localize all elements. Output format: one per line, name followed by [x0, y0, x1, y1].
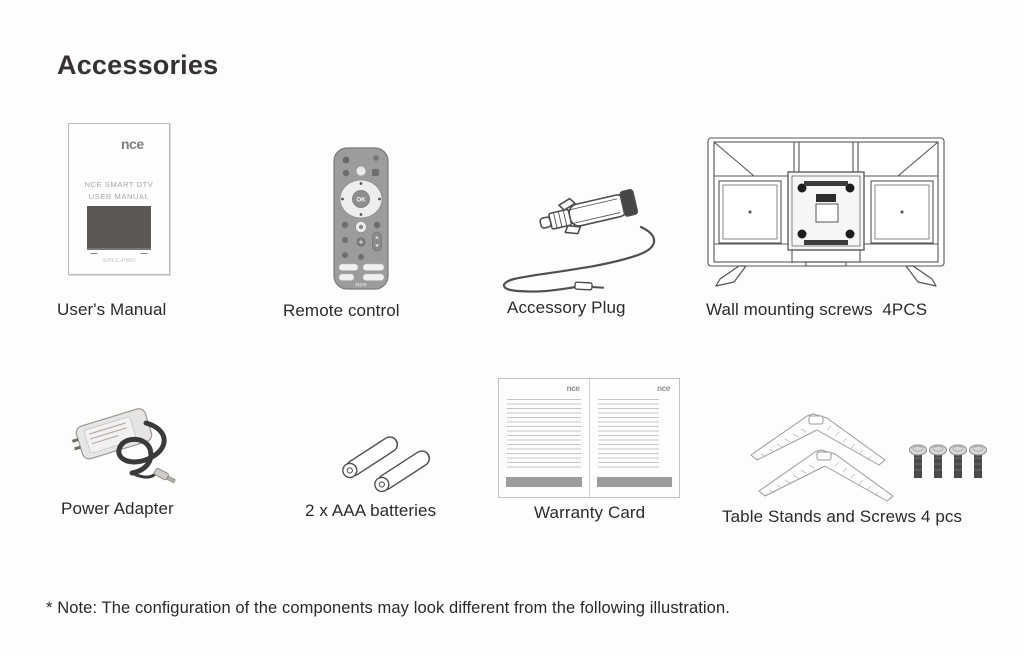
- nce-logo: nce: [121, 136, 144, 152]
- aaa-batteries-label: 2 x AAA batteries: [305, 501, 437, 520]
- remote-control-label: Remote control: [283, 301, 400, 320]
- note: * Note: The configuration of the components may look different from the following illustration.: [46, 599, 730, 617]
- power-icon: [343, 157, 350, 164]
- screw: [910, 445, 927, 478]
- warranty-card-illustration: [498, 378, 680, 498]
- tv-back-illustration: [706, 136, 946, 291]
- stand-screws-illustration: [908, 442, 992, 484]
- app-button: [339, 274, 354, 281]
- users-manual-illustration: [68, 123, 170, 275]
- vesa-screw-hole: [798, 230, 807, 239]
- manual-cover-title-line1: NCE SMART DTV: [84, 180, 154, 189]
- power-adapter-label: Power Adapter: [61, 499, 174, 518]
- warranty-page-left: [499, 379, 590, 497]
- app-button: [363, 274, 384, 281]
- tv-picture: [87, 206, 151, 250]
- svg-text:OK: OK: [356, 197, 366, 204]
- remote-control-illustration: [330, 146, 392, 291]
- vesa-screw-hole: [846, 230, 855, 239]
- table-stands-illustration: [745, 408, 895, 503]
- volume-rocker: [373, 232, 382, 251]
- app-button: [363, 264, 384, 271]
- tv-foot: [716, 266, 746, 286]
- remote-nce-logo: nce: [355, 281, 367, 289]
- power-adapter-illustration: [70, 385, 190, 490]
- users-manual-label: User's Manual: [57, 300, 167, 319]
- warranty-text-lines: [598, 399, 660, 469]
- tv-foot: [906, 266, 936, 286]
- av-connector: [816, 194, 836, 202]
- warranty-gray-bar: [597, 477, 673, 487]
- manual-cover-model: 32N-C-P800: [102, 258, 136, 264]
- table-stands-label: Table Stands and Screws 4 pcs: [722, 507, 963, 526]
- nce-logo: nce: [657, 384, 670, 393]
- warranty-gray-bar: [506, 477, 582, 487]
- warranty-card-label: Warranty Card: [534, 503, 646, 522]
- accessory-plug-illustration: [478, 183, 678, 301]
- warranty-text-lines: [507, 399, 581, 469]
- accessory-plug-label: Accessory Plug: [507, 298, 626, 317]
- screw: [930, 445, 947, 478]
- wall-mounting-screws-label: Wall mounting screws 4PCS: [706, 300, 928, 319]
- screw: [950, 445, 967, 478]
- screw: [970, 445, 987, 478]
- warranty-page-right: [590, 379, 680, 497]
- page-title: Accessories: [57, 50, 219, 80]
- nce-logo: nce: [566, 384, 580, 393]
- aaa-batteries-illustration: [335, 425, 435, 500]
- app-button: [339, 264, 358, 271]
- manual-cover-title-line2: USER MANUAL: [88, 192, 150, 201]
